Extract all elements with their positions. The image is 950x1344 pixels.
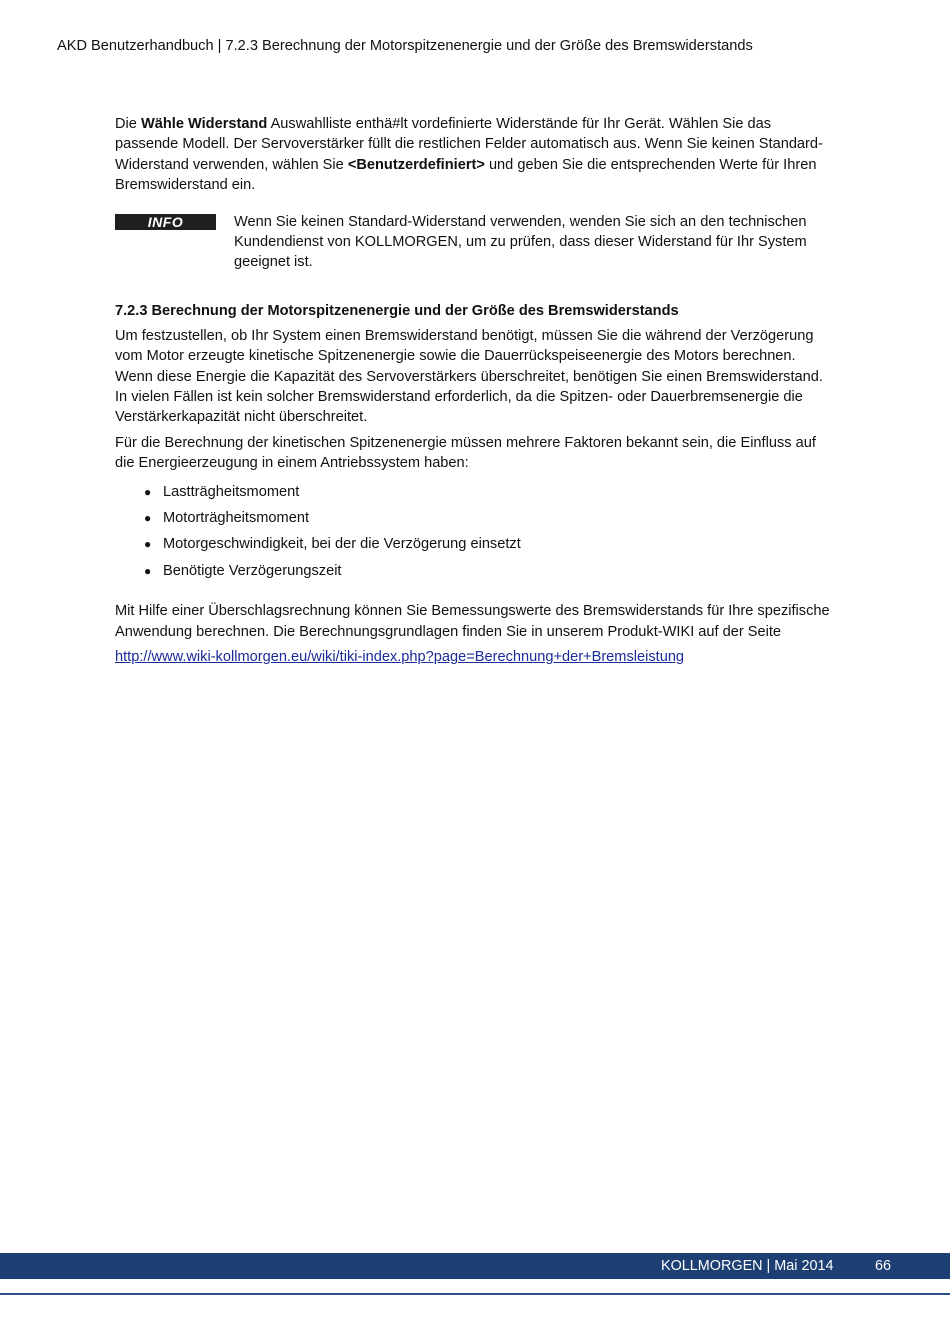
factor-label: Benötigte Verzögerungszeit [163,562,342,579]
intro-bold-user-defined: <Benutzerdefiniert> [347,156,485,173]
section-paragraph-2: Für die Berechnung der kinetischen Spitzenenergie müssen mehrere Faktoren bekannt sein, die Einfluss auf die Energieerzeugung in einem Antriebssystem haben: [115,434,816,472]
bullet-icon: ● [144,484,152,499]
bullet-icon: ● [144,537,152,552]
list-item [115,482,837,508]
list-item [115,534,837,560]
factor-list [115,482,837,588]
bullet-icon: ● [144,511,152,526]
factor-label: Motorträgheitsmoment [163,510,309,527]
section-paragraph-3: Mit Hilfe einer Überschlagsrechnung können Sie Bemessungswerte des Bremswiderstands für Ihre spezifische Anwendung berechnen. Die Berechnungsgrundlagen finden Sie in unserem Produkt-WIKI auf der Seite [115,603,830,640]
intro-paragraph [115,114,837,196]
footer-brand-date: KOLLMORGEN | Mai 2014 [661,1258,834,1274]
intro-bold-select-resistor: Wähle Widerstand [140,116,268,132]
page-number: 66 [875,1258,892,1274]
footer-rule [0,1293,950,1295]
info-note [115,212,837,273]
list-item [115,561,837,587]
running-header: AKD Benutzerhandbuch | 7.2.3 Berechnung der Motorspitzenenergie und der Größe des Bremswiderstands [57,38,753,54]
info-badge: INFO [115,214,216,230]
intro-text-post: und geben Sie die entsprechenden Werte für Ihren Bremswiderstand ein. [115,156,817,194]
link-paragraph [115,647,837,667]
bullet-icon: ● [144,563,152,578]
section-heading: 7.2.3 Berechnung der Motorspitzenenergie und der Größe des Bremswiderstands [115,302,679,319]
section-paragraph-1: Um festzustellen, ob Ihr System einen Bremswiderstand benötigt, müssen Sie die während der Verzögerung vom Motor erzeugte kinetische Spitzenenergie sowie die Dauerrückspeiseenergie des Motors berechnen. Wenn diese Energie die Kapazität des Servoverstärkers überschreitet, benötigen Sie einen Bremswiderstand. In vielen Fällen ist kein solcher Bremswiderstand erforderlich, da die Spitzen- oder Dauerbremsenergie die Verstärkerkapazität nicht überschreitet. [115,327,823,426]
intro-text-pre: Die [115,116,141,132]
info-text: Wenn Sie keinen Standard-Widerstand verwenden, wenden Sie sich an den technischen Kundendienst von KOLLMORGEN, um zu prüfen, dass dieser Widerstand für Ihr System geeignet ist. [234,213,807,271]
page-content [115,114,837,667]
list-item [115,508,837,534]
wiki-link[interactable]: http://www.wiki-kollmorgen.eu/wiki/tiki-index.php?page=Berechnung+der+Bremsleistung [115,649,685,666]
factor-label: Motorgeschwindigkeit, bei der die Verzögerung einsetzt [163,536,521,553]
intro-text-mid: Auswahlliste enthä#lt vordefinierte Widerstände für Ihr Gerät. Wählen Sie das passende Modell. Der Servoverstärker füllt die restlichen Felder automatisch aus. Wenn Sie keinen Standard-Widerstand verwenden, wählen Sie [115,116,823,173]
factor-label: Lastträgheitsmoment [163,483,300,500]
